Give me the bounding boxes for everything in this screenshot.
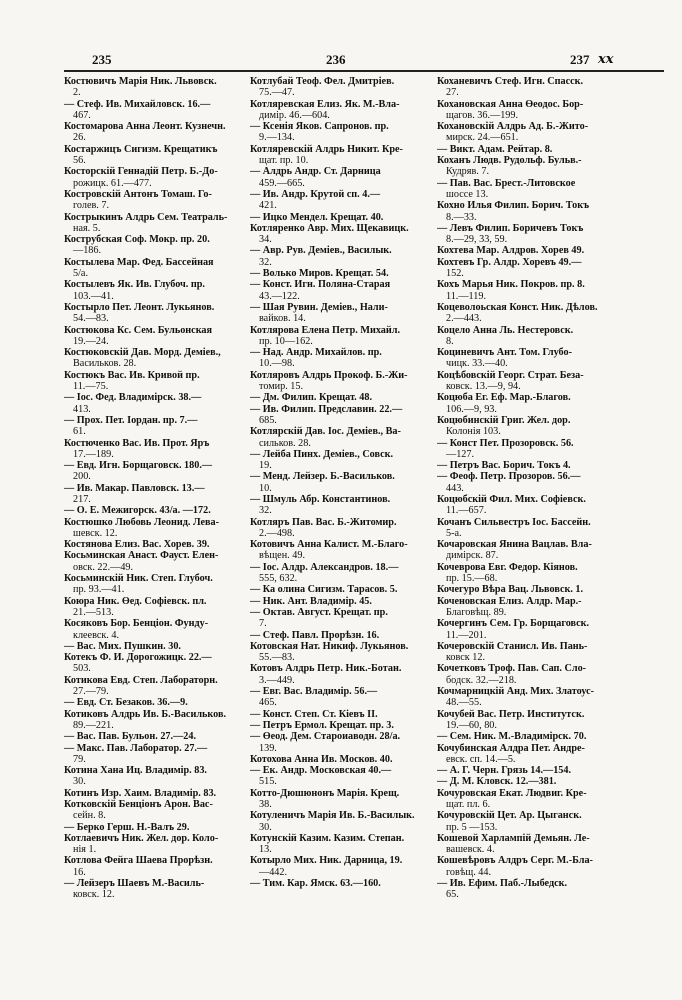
entry-line: Коханъ Людв. Рудольф. Бульв.- — [437, 155, 582, 167]
entry-line: Костровскій Антонъ Томаш. Го- — [64, 188, 212, 200]
entry-line: —127. — [446, 448, 475, 460]
entry-line: пр. 10—162. — [259, 335, 313, 347]
entry-line: — Іос. Алдр. Александров. 18.— — [250, 561, 399, 573]
entry-line: Котина Хана Иц. Владимір. 83. — [64, 765, 207, 777]
entry-line: 21.—513. — [73, 606, 114, 618]
entry-line: Коцюбскій Фил. Мих. Софіевск. — [437, 493, 586, 505]
entry-line: — Шмуль Абр. Константинов. — [250, 493, 391, 505]
entry-line: — Ка олина Сигизм. Тарасов. 5. — [250, 584, 398, 596]
entry-line: — Евд. Игн. Борщаговск. 180.— — [64, 460, 213, 472]
page-number-right: 237 — [570, 52, 590, 67]
entry-line: Кошевой Харлампій Демьян. Ле- — [437, 832, 590, 844]
entry-line: —442. — [259, 866, 288, 878]
entry-line: — Ек. Андр. Московская 40.— — [250, 765, 392, 777]
entry-line: Котлаевичъ Ник. Жел. дор. Коло- — [64, 832, 219, 844]
entry-line: 30. — [259, 821, 272, 833]
entry-line: Кохъ Марья Ник. Покров. пр. 8. — [437, 279, 585, 291]
entry-line: 106.—9, 93. — [446, 403, 497, 415]
entry-line: голев. 7. — [73, 200, 110, 212]
entry-line: Костомарова Анна Леонт. Кузнечн. — [64, 121, 226, 133]
entry-line: 89.—221. — [73, 719, 114, 731]
entry-line: Котикова Евд. Степ. Лабораторн. — [64, 674, 218, 686]
entry-line: 30. — [73, 776, 86, 788]
entry-line: димірск. 87. — [446, 550, 499, 562]
entry-line: клеевск. 4. — [73, 629, 120, 641]
entry-line: — Стеф. Павл. Прорѣзн. 16. — [250, 629, 380, 641]
entry-line: — Берко Герш. Н.-Валъ 29. — [64, 821, 190, 833]
entry-line: Кочуровскій Цет. Ар. Цыганск. — [437, 810, 582, 822]
entry-line: 19.—60, 80. — [446, 719, 497, 731]
entry-line: 43.—122. — [259, 290, 300, 302]
entry-line: Костылевъ Як. Ив. Глубоч. пр. — [64, 279, 205, 291]
entry-line: Кочеровскій Станисл. Ив. Пань- — [437, 640, 588, 652]
entry-line: щат. пл. 6. — [446, 799, 491, 810]
entry-line: говѣщ. 44. — [446, 866, 492, 878]
entry-line: 555, 632. — [259, 573, 298, 585]
entry-line: бодск. 32.—218. — [446, 674, 517, 686]
entry-line: 103.—41. — [73, 290, 114, 302]
entry-line: Котохова Анна Ив. Москов. 40. — [250, 753, 393, 765]
entry-line: Коцюба Ег. Еф. Мар.-Благов. — [437, 392, 571, 404]
entry-line: 685. — [259, 414, 277, 426]
entry-line: — Вас. Пав. Бульон. 27.—24. — [64, 731, 196, 743]
entry-line: Кочуровская Екат. Людвиг. Кре- — [437, 787, 587, 799]
entry-line: 17.—189. — [73, 448, 114, 460]
entry-line: 413. — [73, 403, 91, 415]
entry-line: — Евг. Вас. Владимір. 56.— — [250, 686, 378, 698]
entry-line: — Дм. Филип. Крещат. 48. — [250, 392, 373, 404]
entry-line: 465. — [259, 697, 277, 709]
entry-line: 459.—665. — [259, 177, 305, 189]
entry-line: 65. — [446, 889, 459, 901]
entry-line: Костянова Елиз. Вас. Хорев. 39. — [64, 539, 210, 551]
entry-line: — Конст Пет. Прозоровск. 56. — [437, 437, 574, 449]
entry-line: 443. — [446, 482, 464, 494]
page-number-left: 235 — [92, 52, 112, 67]
entry-line: — Ник. Ант. Владимір. 45. — [250, 595, 372, 607]
entry-line: — Сем. Ник. М.-Владимірск. 70. — [437, 731, 587, 743]
entry-line: сильков. 28. — [259, 437, 311, 449]
entry-line: мирск. 24.—651. — [446, 132, 519, 144]
entry-line: 503. — [73, 663, 91, 675]
entry-line: Кошевѣровъ Алдръ Серг. М.-Бла- — [437, 855, 593, 867]
entry-line: — Конст. Игн. Поляна-Старая — [250, 279, 391, 291]
entry-line: 56. — [73, 155, 86, 167]
entry-line: Коцюбинскій Григ. Жел. дор. — [437, 414, 571, 426]
entry-line: — Октав. Август. Крещат. пр. — [250, 606, 388, 618]
entry-line: 19. — [259, 460, 272, 472]
entry-line: 8.—33. — [446, 211, 477, 223]
entry-line: Кудряв. 7. — [446, 166, 489, 178]
entry-line: Котлубай Теоф. Фел. Дмитріев. — [250, 76, 395, 87]
entry-line: ковск. 12. — [73, 889, 115, 901]
entry-line: — Викт. Адам. Рейтар. 8. — [437, 143, 553, 155]
entry-line: Котовъ Алдрь Петр. Ник.-Ботан. — [250, 663, 402, 675]
entry-line: 19.—24. — [73, 335, 109, 347]
entry-line: Колонія 103. — [446, 426, 501, 438]
entry-line: 48.—55. — [446, 697, 482, 709]
entry-line: Косторскій Геннадій Петр. Б.-До- — [64, 166, 218, 178]
entry-line: — Өеод. Дем. Староиаводн. 28/а. — [250, 731, 401, 743]
entry-line: 32. — [259, 256, 272, 268]
entry-line: ковск. 13.—9, 94. — [446, 381, 521, 393]
entry-line: Благовѣщ. 89. — [446, 606, 507, 618]
entry-line: евск. сп. 14.—5. — [446, 753, 516, 765]
entry-line: Костырло Пет. Леонт. Лукьянов. — [64, 301, 215, 313]
entry-line: Кочмарницкій Анд. Мих. Златоус- — [437, 686, 595, 698]
entry-line: Котлова Фейга Шаева Прорѣзн. — [64, 855, 213, 867]
entry-line: Кочубей Вас. Петр. Институтск. — [437, 708, 585, 720]
entry-line: 467. — [73, 109, 91, 121]
entry-line: 2.—443. — [446, 313, 482, 325]
entry-line: пр. 5 —153. — [446, 821, 498, 833]
entry-line: — Конст. Степ. Ст. Кіевъ II. — [250, 708, 378, 720]
entry-line: — Іос. Фед. Владимірск. 38.— — [64, 392, 202, 404]
entry-line: димір. 46.—604. — [259, 109, 330, 121]
entry-line: Кохановскій Алдрь Ад. Б.-Жито- — [437, 121, 589, 133]
column-right — [437, 76, 623, 901]
entry-line: 11.—75. — [73, 381, 109, 393]
entry-line: Коцело Анна Ль. Нестеровск. — [437, 324, 574, 336]
entry-line: — Петръ Ермол. Крещат. пр. 3. — [250, 719, 394, 731]
entry-line: Котунскій Казим. Казим. Степан. — [250, 832, 405, 844]
entry-line: томир. 15. — [259, 381, 304, 393]
entry-line: — Лейзеръ Шаевъ М.-Василь- — [64, 878, 205, 890]
entry-line: Васильков. 28. — [73, 358, 137, 370]
entry-line: — Ив. Андр. Крутой сп. 4.— — [250, 188, 381, 200]
entry-line: — Над. Андр. Михайлов. пр. — [250, 347, 382, 359]
entry-line: 2.—498. — [259, 527, 295, 539]
entry-line: 11.—657. — [446, 505, 487, 517]
entry-line: 139. — [259, 742, 277, 754]
entry-line: Коханевичъ Стеф. Игн. Спасск. — [437, 76, 584, 87]
entry-line: 11.—201. — [446, 629, 487, 641]
entry-line: — Ицко Мендел. Крещат. 40. — [250, 211, 384, 223]
header-ornament: ⅹⅹ — [598, 51, 614, 66]
entry-line: 61. — [73, 426, 86, 438]
entry-line: Кохановская Анна Өеодос. Бор- — [437, 98, 584, 110]
entry-line: 34. — [259, 234, 272, 246]
entry-line: 10. — [259, 482, 272, 494]
entry-line: 10.—98. — [259, 358, 295, 370]
entry-line: Кочанъ Сильвестръ Іос. Бассейн. — [437, 516, 591, 528]
entry-line: Кочетковъ Троф. Пав. Сап. Сло- — [437, 663, 587, 675]
entry-line: — Шая Рувин. Деміев., Нали- — [250, 301, 388, 313]
entry-line: — Вас. Мих. Пушкин. 30. — [64, 640, 181, 652]
entry-line: — О. Е. Межигорск. 43/а. —172. — [64, 505, 211, 517]
entry-line: вѣщен. 49. — [259, 550, 305, 562]
entry-line: Костаржицъ Сигизм. Крещатикъ — [64, 143, 218, 155]
entry-line: Кочеврова Евг. Федор. Кіянов. — [437, 561, 578, 573]
entry-line: Котляръ Пав. Вас. Б.-Житомир. — [250, 516, 397, 528]
entry-line: 2. — [73, 87, 81, 99]
entry-line: 152. — [446, 268, 464, 280]
entry-line: Кочегуро Вѣра Вац. Львовск. 1. — [437, 584, 584, 596]
entry-line: Косьминскій Ник. Степ. Глубоч. — [64, 573, 213, 585]
entry-line: 3.—449. — [259, 674, 295, 686]
entry-line: Косяковъ Бор. Бенціон. Фунду- — [64, 618, 209, 630]
entry-line: Котляровъ Алдрь Прокоф. Б.-Жи- — [250, 369, 408, 381]
entry-line: 7. — [259, 618, 267, 630]
entry-line: нія 1. — [73, 844, 97, 856]
entry-line: 217. — [73, 493, 91, 505]
entry-line: — Левъ Филип. Боричевъ Токъ — [437, 222, 584, 234]
column-left — [64, 76, 250, 901]
entry-line: 8.—29, 33, 59. — [446, 234, 508, 246]
entry-line: Костылева Мар. Фед. Бассейная — [64, 256, 214, 268]
entry-line: — Лейба Пинх. Деміев., Совск. — [250, 448, 394, 460]
entry-line: 27.—79. — [73, 686, 109, 698]
entry-line: 13. — [259, 844, 272, 856]
entry-line: шоссе 13. — [446, 188, 489, 200]
entry-line: 421. — [259, 200, 277, 212]
entry-line: 8. — [446, 335, 454, 347]
entry-line: вашевск. 4. — [446, 844, 495, 856]
entry-line: 515. — [259, 776, 277, 788]
entry-line: Котляревскій Алдрь Никит. Кре- — [250, 143, 403, 155]
entry-line: щагов. 36.—199. — [446, 109, 519, 121]
entry-line: Котлярскій Дав. Іос. Деміев., Ва- — [250, 426, 401, 438]
entry-line: 32. — [259, 505, 272, 517]
entry-line: Котиковъ Алдрь Ив. Б.-Васильков. — [64, 708, 227, 720]
entry-line: сейн. 8. — [73, 810, 106, 822]
entry-line: — Прох. Пет. Іордан. пр. 7.— — [64, 414, 198, 426]
entry-line: Костюковскій Дав. Морд. Деміев., — [64, 347, 221, 359]
entry-line: — Феоф. Петр. Прозоров. 56.— — [437, 471, 581, 483]
entry-line: — Авр. Рув. Деміев., Василык. — [250, 245, 392, 257]
entry-line: Котуленичъ Марія Ив. Б.-Василык. — [250, 810, 415, 822]
entry-line: — А. Г. Черн. Грязь 14.—154. — [437, 765, 572, 777]
entry-line: — Ив. Филип. Предславин. 22.— — [250, 403, 403, 415]
entry-line: Кочубинская Алдра Пет. Андре- — [437, 742, 585, 754]
entry-line: Котекъ Ф. И. Дорогожицк. 22.— — [64, 652, 212, 664]
header-rule — [64, 70, 664, 72]
entry-line: ная. 5. — [73, 222, 101, 234]
entry-line: Котляренко Авр. Мих. Щекавицк. — [250, 222, 409, 234]
entry-line: рожицк. 61.—477. — [73, 177, 152, 189]
entry-line: — Стеф. Ив. Михайловск. 16.— — [64, 98, 211, 110]
entry-line: Котто-Дюшюнонъ Марія. Крещ. — [250, 787, 400, 799]
page-header — [0, 52, 682, 70]
entry-line: Костюшко Любовь Леонид. Лева- — [64, 516, 220, 528]
entry-line: Кохтева Мар. Алдров. Хорев 49. — [437, 245, 585, 257]
entry-line: Коцѣбовскій Георг. Страт. Беза- — [437, 369, 584, 381]
page-number-center: 236 — [326, 52, 346, 67]
entry-line: Коченовская Елиз. Алдр. Мар.- — [437, 595, 582, 607]
column-middle — [250, 76, 436, 889]
entry-line: — Менд. Лейзер. Б.-Васильков. — [250, 471, 395, 483]
entry-line: 75.—47. — [259, 87, 295, 99]
entry-line: Кохтевъ Гр. Алдр. Хоревъ 49.— — [437, 256, 582, 268]
entry-line: 26. — [73, 132, 86, 144]
entry-line: Котовичъ Анна Калист. М.-Благо- — [250, 539, 408, 551]
entry-line: — Пав. Вас. Брест.-Литовское — [437, 177, 576, 189]
entry-line: Кострыкинъ Алдрь Сем. Театраль- — [64, 211, 228, 223]
entry-line: Кочаровская Янина Вацлав. Вла- — [437, 539, 592, 551]
entry-line: 11.—119. — [446, 290, 486, 302]
entry-line: — Тим. Кар. Ямск. 63.—160. — [250, 878, 381, 890]
entry-line: — Ксенія Яков. Сапронов. пр. — [250, 121, 389, 133]
entry-line: овск. 22.—49. — [73, 561, 134, 573]
entry-line: 54.—83. — [73, 313, 109, 325]
entry-line: ковск 12. — [446, 652, 486, 664]
entry-line: 200. — [73, 471, 91, 483]
entry-line: Кочергинъ Сем. Гр. Борщаговск. — [437, 618, 590, 630]
entry-line: Коюра Ник. Өед. Софіевск. пл. — [64, 595, 207, 607]
entry-line: пр. 93.—41. — [73, 584, 125, 596]
entry-line: Костюкова Кс. Сем. Бульонская — [64, 324, 213, 336]
entry-line: 38. — [259, 799, 272, 810]
entry-line: 79. — [73, 753, 86, 765]
entry-line: Котырло Мих. Ник. Дарница, 19. — [250, 855, 403, 867]
entry-line: — Ив. Макар. Павловск. 13.— — [64, 482, 205, 494]
entry-line: 27. — [446, 87, 459, 99]
entry-line: —186. — [73, 245, 102, 257]
entry-line: 16. — [73, 866, 86, 878]
entry-line: — Петръ Вас. Борич. Токъ 4. — [437, 460, 571, 472]
entry-line: Коциневичъ Ант. Том. Глубо- — [437, 347, 572, 359]
entry-line: щат. пр. 10. — [259, 155, 309, 167]
entry-line: — Макс. Пав. Лаборатор. 27.— — [64, 742, 208, 754]
entry-line: вайков. 14. — [259, 313, 306, 325]
entry-line: Кострубская Соф. Мокр. пр. 20. — [64, 234, 210, 246]
entry-line: Кохно Илья Филип. Борич. Токъ — [437, 200, 590, 212]
entry-line: Котинъ Изр. Хаим. Владимір. 83. — [64, 787, 217, 799]
entry-line: — Евд. Ст. Безаков. 36.—9. — [64, 697, 188, 709]
entry-line: — Ив. Ефим. Паб.-Лыбедск. — [437, 878, 568, 890]
entry-line: Котковскій Бенціонъ Арон. Вас- — [64, 799, 213, 810]
entry-line: Косьминская Анаст. Фауст. Елен- — [64, 550, 219, 562]
entry-line: Котляревская Елиз. Як. М.-Вла- — [250, 98, 400, 110]
entry-line: — Алдрь Андр. Ст. Дарница — [250, 166, 381, 178]
entry-line: 5-а. — [446, 527, 462, 539]
entry-line: Костювичъ Марія Ник. Львовск. — [64, 76, 217, 87]
entry-line: пр. 15.—68. — [446, 573, 498, 585]
entry-line: 5/а. — [73, 268, 88, 280]
entry-line: Костюченко Вас. Ив. Прот. Яръ — [64, 437, 210, 449]
entry-line: Котовская Нат. Никиф. Лукьянов. — [250, 640, 409, 652]
entry-line: 55.—83. — [259, 652, 295, 664]
entry-line: Котлярова Елена Петр. Михайл. — [250, 324, 401, 336]
entry-line: шевск. 12. — [73, 527, 118, 539]
entry-line: Коцеволоьская Конст. Ник. Дѣлов. — [437, 301, 598, 313]
entry-line: — Д. М. Кловск. 12.—381. — [437, 776, 557, 788]
entry-line: чицк. 33.—40. — [446, 358, 508, 370]
entry-line: 9.—134. — [259, 132, 295, 144]
entry-line: — Волько Миров. Крещат. 54. — [250, 268, 389, 280]
entry-line: Костюкъ Вас. Ив. Кривой пр. — [64, 369, 200, 381]
